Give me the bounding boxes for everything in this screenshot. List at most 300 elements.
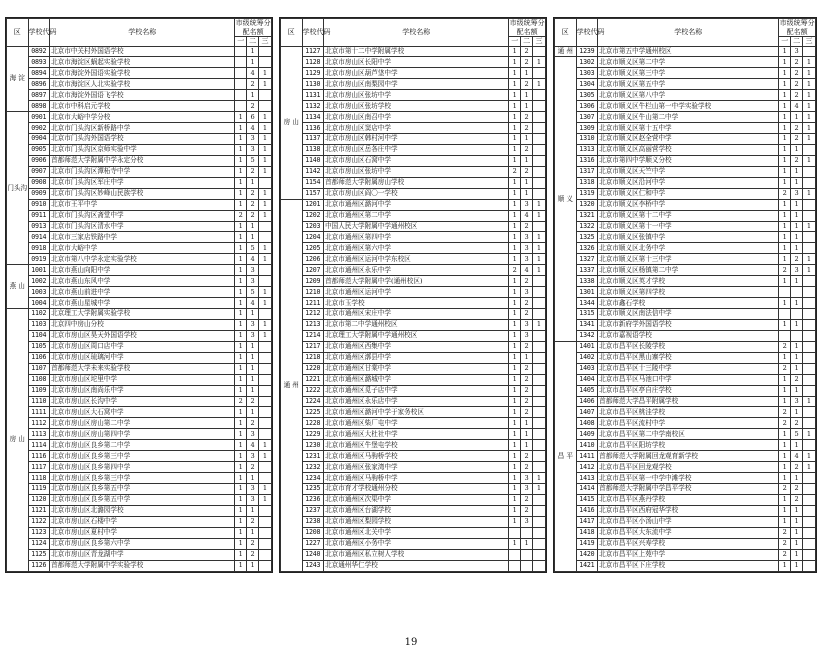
table-row <box>281 144 546 155</box>
table-row <box>281 232 546 243</box>
quota-value <box>259 177 272 188</box>
quota-table-right <box>553 17 817 573</box>
quota-value: 2 <box>521 46 533 57</box>
quota-value: 1 <box>247 90 259 101</box>
school-code: 1205 <box>302 243 324 254</box>
quota-value <box>803 287 816 298</box>
school-code: 1306 <box>576 101 598 112</box>
quota-value: 2 <box>509 166 521 177</box>
school-code: 1316 <box>576 155 598 166</box>
quota-value: 2 <box>247 79 259 90</box>
header-quota-tier: 三 <box>259 37 272 47</box>
table-row <box>7 177 272 188</box>
quota-value <box>533 188 546 199</box>
quota-value: 1 <box>791 210 803 221</box>
table-row <box>7 549 272 560</box>
table-row <box>7 407 272 418</box>
table-row <box>7 254 272 265</box>
quota-value: 3 <box>521 243 533 254</box>
quota-value: 1 <box>235 188 247 199</box>
quota-value: 1 <box>803 112 816 123</box>
table-row <box>555 298 816 309</box>
school-code: 1217 <box>302 341 324 352</box>
header-code: 学校代码 <box>28 19 50 47</box>
district-cell: 房 山 <box>281 46 303 199</box>
header-quota-tier: 三 <box>533 37 546 47</box>
quota-value <box>259 549 272 560</box>
quota-value <box>533 538 546 549</box>
school-name: 首都师范大学附属中学昌平学校 <box>598 484 779 495</box>
quota-value: 1 <box>533 319 546 330</box>
header-area: 区 <box>555 19 577 47</box>
school-name: 北京市昌平区回龙观学校 <box>598 462 779 473</box>
quota-value: 1 <box>509 407 521 418</box>
quota-value: 1 <box>509 199 521 210</box>
school-name: 北京市昌平区西府冠华学校 <box>598 505 779 516</box>
district-cell: 燕 山 <box>7 265 29 309</box>
school-code: 1001 <box>28 265 50 276</box>
quota-value: 2 <box>791 462 803 473</box>
quota-value: 4 <box>791 101 803 112</box>
quota-value: 3 <box>247 276 259 287</box>
school-code: 1406 <box>576 396 598 407</box>
district-cell: 通 州 <box>555 46 577 57</box>
quota-value: 3 <box>791 188 803 199</box>
table-row <box>7 243 272 254</box>
quota-value: 3 <box>521 516 533 527</box>
school-name: 北京市通州区马驹桥学校 <box>324 451 509 462</box>
school-name: 北京市顺义区仁和中学 <box>598 188 779 199</box>
quota-value: 1 <box>509 144 521 155</box>
header-quota-tier: 二 <box>247 37 259 47</box>
quota-value: 1 <box>247 527 259 538</box>
quota-value: 4 <box>791 451 803 462</box>
table-row <box>7 560 272 571</box>
table-row <box>281 265 546 276</box>
header-name: 学校名称 <box>324 19 509 47</box>
school-code: 1404 <box>576 374 598 385</box>
school-code: 1131 <box>302 90 324 101</box>
table-row <box>7 538 272 549</box>
quota-value <box>259 101 272 112</box>
quota-value: 1 <box>235 473 247 484</box>
quota-value: 1 <box>235 407 247 418</box>
quota-value <box>235 68 247 79</box>
school-name: 北京市昌平区大东流中学 <box>598 527 779 538</box>
school-name: 北京市通州区西集中学 <box>324 341 509 352</box>
quota-value: 1 <box>247 473 259 484</box>
quota-value: 3 <box>521 287 533 298</box>
school-name: 北京市昌平区流村中学 <box>598 418 779 429</box>
quota-value: 1 <box>803 57 816 68</box>
school-name: 北京市第二中学通州校区 <box>324 319 509 330</box>
school-code: 1003 <box>28 287 50 298</box>
quota-value: 1 <box>259 166 272 177</box>
quota-value <box>803 418 816 429</box>
school-name: 北京市通州区永乐店中学 <box>324 396 509 407</box>
school-code: 1327 <box>576 254 598 265</box>
quota-value <box>259 341 272 352</box>
quota-value: 2 <box>509 265 521 276</box>
school-name: 北京市中科启元学校 <box>50 101 235 112</box>
quota-value: 1 <box>235 352 247 363</box>
quota-value: 2 <box>247 549 259 560</box>
school-name: 首都师范大学附属中学实验学校 <box>50 560 235 571</box>
school-code: 1201 <box>302 199 324 210</box>
school-name: 北京市房山区昊天外国语学校 <box>50 330 235 341</box>
school-code: 1113 <box>28 429 50 440</box>
quota-value: 1 <box>791 341 803 352</box>
table-row <box>281 462 546 473</box>
quota-value <box>533 429 546 440</box>
table-row <box>555 418 816 429</box>
table-row <box>7 385 272 396</box>
quota-value: 2 <box>235 210 247 221</box>
school-name: 北京市通州区北关中学 <box>324 527 509 538</box>
school-code: 1140 <box>302 155 324 166</box>
school-name: 北京市房山区石楼中学 <box>50 516 235 527</box>
table-row <box>7 101 272 112</box>
quota-value <box>259 90 272 101</box>
school-code: 0909 <box>28 188 50 199</box>
table-row <box>281 254 546 265</box>
school-code: 1408 <box>576 418 598 429</box>
table-row <box>7 57 272 68</box>
school-code: 1114 <box>28 440 50 451</box>
quota-value: 1 <box>235 462 247 473</box>
quota-value: 1 <box>779 396 791 407</box>
quota-value <box>803 407 816 418</box>
quota-value <box>533 462 546 473</box>
table-row <box>7 144 272 155</box>
quota-value: 1 <box>791 527 803 538</box>
quota-value: 1 <box>521 90 533 101</box>
quota-value: 1 <box>247 57 259 68</box>
quota-value: 1 <box>779 221 791 232</box>
school-name: 北京市中关村外国语学校 <box>50 46 235 57</box>
school-name: 北京市通州区潞河中学 <box>324 199 509 210</box>
quota-value: 2 <box>521 374 533 385</box>
school-name: 北京市房山区张坊中学 <box>324 166 509 177</box>
school-code: 1212 <box>302 309 324 320</box>
table-row <box>281 451 546 462</box>
table-row <box>281 549 546 560</box>
school-code: 1137 <box>302 134 324 145</box>
table-row <box>555 112 816 123</box>
quota-value: 1 <box>779 199 791 210</box>
quota-value: 1 <box>791 221 803 232</box>
school-name: 北京理工大学附属中学通州校区 <box>324 330 509 341</box>
header-code: 学校代码 <box>302 19 324 47</box>
header-row <box>281 19 546 37</box>
quota-value: 2 <box>521 298 533 309</box>
quota-value: 1 <box>235 112 247 123</box>
quota-value: 1 <box>803 429 816 440</box>
header-row <box>7 19 272 37</box>
quota-table-middle <box>279 17 547 573</box>
quota-value: 3 <box>247 319 259 330</box>
quota-value: 2 <box>791 90 803 101</box>
quota-value <box>803 527 816 538</box>
table-row <box>7 46 272 57</box>
school-name: 北京市房山区葫芦垡中学 <box>324 68 509 79</box>
school-name: 北京市顺义区天竺中学 <box>598 166 779 177</box>
quota-value: 1 <box>779 298 791 309</box>
quota-value: 1 <box>259 243 272 254</box>
table-row <box>555 484 816 495</box>
school-name: 北京市昌平区阳坊学校 <box>598 440 779 451</box>
school-code: 0914 <box>28 232 50 243</box>
school-name: 北京市通州区潞城中学 <box>324 374 509 385</box>
quota-value: 1 <box>247 407 259 418</box>
quota-value <box>259 560 272 571</box>
quota-value: 1 <box>509 352 521 363</box>
quota-value <box>533 123 546 134</box>
school-name: 北京市顺义区李桥中学 <box>598 199 779 210</box>
school-name: 北京理工大学附属实验学校 <box>50 309 235 320</box>
school-code: 0910 <box>28 199 50 210</box>
quota-value: 2 <box>779 188 791 199</box>
quota-value <box>533 287 546 298</box>
quota-value: 1 <box>533 79 546 90</box>
school-code: 1209 <box>302 276 324 287</box>
school-name: 北京市顺义区英才学校 <box>598 276 779 287</box>
quota-value: 3 <box>247 451 259 462</box>
school-name: 北京市顺义区第四学校 <box>598 287 779 298</box>
school-code: 1337 <box>576 265 598 276</box>
quota-value: 1 <box>509 363 521 374</box>
quota-value: 2 <box>779 538 791 549</box>
table-row <box>555 330 816 341</box>
quota-value: 2 <box>779 341 791 352</box>
school-code: 1128 <box>302 57 324 68</box>
school-name: 北京市通州区台湖学校 <box>324 505 509 516</box>
quota-value: 2 <box>779 484 791 495</box>
school-name: 北京市通州区宋庄中学 <box>324 309 509 320</box>
quota-value <box>259 473 272 484</box>
quota-value: 1 <box>259 68 272 79</box>
school-code: 1236 <box>302 494 324 505</box>
school-name: 北京市顺义区第五中学 <box>598 79 779 90</box>
quota-value: 1 <box>791 166 803 177</box>
table-row <box>281 440 546 451</box>
quota-value: 1 <box>803 155 816 166</box>
quota-value <box>803 177 816 188</box>
quota-value <box>803 440 816 451</box>
table-row <box>555 396 816 407</box>
table-row <box>555 505 816 516</box>
quota-value: 1 <box>779 144 791 155</box>
table-row <box>281 90 546 101</box>
table-row <box>555 199 816 210</box>
quota-value <box>803 319 816 330</box>
quota-value: 2 <box>521 221 533 232</box>
quota-value: 2 <box>521 57 533 68</box>
table-row <box>555 155 816 166</box>
quota-value <box>803 549 816 560</box>
quota-value: 1 <box>533 210 546 221</box>
school-code: 1419 <box>576 538 598 549</box>
school-name: 北京市房山区大石窝中学 <box>50 407 235 418</box>
table-row <box>7 265 272 276</box>
table-row <box>281 166 546 177</box>
quota-value: 2 <box>521 385 533 396</box>
school-code: 1243 <box>302 560 324 571</box>
quota-value <box>791 309 803 320</box>
quota-value: 2 <box>791 374 803 385</box>
quota-value: 3 <box>521 254 533 265</box>
quota-value: 1 <box>247 385 259 396</box>
school-code: 1129 <box>302 68 324 79</box>
school-name: 北京市王平中学 <box>50 199 235 210</box>
school-code: 1239 <box>576 46 598 57</box>
quota-value: 1 <box>791 112 803 123</box>
table-row <box>281 287 546 298</box>
school-name: 北京市顺义区第十三中学 <box>598 254 779 265</box>
quota-value: 1 <box>779 385 791 396</box>
header-quota-tier: 二 <box>791 37 803 47</box>
quota-value: 1 <box>791 407 803 418</box>
school-code: 1126 <box>28 560 50 571</box>
school-name: 北京市顺义区张镇中学 <box>598 232 779 243</box>
school-code: 1313 <box>576 144 598 155</box>
table-row <box>7 298 272 309</box>
quota-value: 1 <box>247 363 259 374</box>
school-code: 1421 <box>576 560 598 571</box>
quota-value <box>533 418 546 429</box>
quota-value <box>533 451 546 462</box>
table-row <box>7 429 272 440</box>
table-row <box>555 68 816 79</box>
school-name: 北京市通州区觅子店中学 <box>324 385 509 396</box>
quota-value: 1 <box>803 188 816 199</box>
table-row <box>7 505 272 516</box>
quota-value: 1 <box>509 330 521 341</box>
quota-value: 1 <box>521 538 533 549</box>
school-code: 1154 <box>302 177 324 188</box>
quota-value: 1 <box>247 374 259 385</box>
school-code: 1230 <box>302 440 324 451</box>
quota-value <box>521 549 533 560</box>
quota-value: 2 <box>521 407 533 418</box>
quota-value: 1 <box>235 232 247 243</box>
quota-value: 2 <box>247 188 259 199</box>
quota-value: 2 <box>247 418 259 429</box>
quota-value: 1 <box>247 352 259 363</box>
school-name: 北京市房山区窦店中学 <box>324 123 509 134</box>
quota-value: 1 <box>779 451 791 462</box>
school-code: 1417 <box>576 516 598 527</box>
quota-value: 1 <box>791 276 803 287</box>
school-name: 北京市通州区潞河中学于家务校区 <box>324 407 509 418</box>
quota-value: 4 <box>521 210 533 221</box>
quota-value: 1 <box>521 68 533 79</box>
school-name: 北京市房山区夏村中学 <box>50 527 235 538</box>
table-row <box>281 112 546 123</box>
quota-value: 2 <box>521 505 533 516</box>
header-quota: 市级统筹分配名额 <box>779 19 815 36</box>
quota-value: 1 <box>779 68 791 79</box>
header-name: 学校名称 <box>50 19 235 47</box>
quota-value <box>509 560 521 571</box>
header-area: 区 <box>281 19 303 47</box>
quota-value: 1 <box>779 462 791 473</box>
quota-value: 1 <box>779 155 791 166</box>
school-name: 北京市昌平区第二中学南校区 <box>598 429 779 440</box>
school-code: 1321 <box>576 210 598 221</box>
table-row <box>281 374 546 385</box>
school-code: 1222 <box>302 385 324 396</box>
quota-value: 1 <box>509 254 521 265</box>
quota-value: 5 <box>247 155 259 166</box>
school-code: 1117 <box>28 462 50 473</box>
quota-value: 1 <box>235 177 247 188</box>
quota-value: 1 <box>247 221 259 232</box>
school-code: 1409 <box>576 429 598 440</box>
school-code: 1231 <box>302 451 324 462</box>
school-code: 1119 <box>28 484 50 495</box>
quota-value: 1 <box>509 101 521 112</box>
school-name: 北京市房山区南召中学 <box>324 112 509 123</box>
school-name: 北京市顺义区第十二中学 <box>598 210 779 221</box>
quota-value <box>259 276 272 287</box>
quota-value: 1 <box>521 134 533 145</box>
quota-value: 1 <box>803 221 816 232</box>
school-name: 北京市通州区马驹桥中学 <box>324 473 509 484</box>
table-row <box>555 265 816 276</box>
school-code: 0905 <box>28 144 50 155</box>
school-code: 1102 <box>28 309 50 320</box>
quota-value: 2 <box>521 451 533 462</box>
quota-value: 1 <box>791 440 803 451</box>
school-name: 北京市昌平区十三陵中学 <box>598 363 779 374</box>
table-row <box>555 440 816 451</box>
quota-value: 1 <box>235 254 247 265</box>
quota-value <box>533 527 546 538</box>
header-code: 学校代码 <box>576 19 598 47</box>
quota-value <box>803 473 816 484</box>
school-name: 北京市房山区琉璃河中学 <box>50 352 235 363</box>
quota-value <box>533 352 546 363</box>
school-code: 0897 <box>28 90 50 101</box>
school-code: 1206 <box>302 254 324 265</box>
quota-value <box>803 484 816 495</box>
table-row <box>281 276 546 287</box>
quota-value: 1 <box>235 243 247 254</box>
school-name: 北京市门头沟区斋堂中学 <box>50 210 235 221</box>
school-code: 1411 <box>576 451 598 462</box>
table-row <box>281 484 546 495</box>
quota-value: 2 <box>779 363 791 374</box>
quota-value: 2 <box>247 516 259 527</box>
quota-value: 2 <box>791 484 803 495</box>
quota-value: 2 <box>791 68 803 79</box>
quota-value <box>521 527 533 538</box>
header-area: 区 <box>7 19 29 47</box>
quota-value <box>259 57 272 68</box>
school-name: 首都师范大学附属中学永定分校 <box>50 155 235 166</box>
table-row <box>555 352 816 363</box>
quota-value: 2 <box>521 112 533 123</box>
school-code: 0896 <box>28 79 50 90</box>
quota-value <box>803 385 816 396</box>
school-code: 1317 <box>576 166 598 177</box>
quota-value: 1 <box>235 144 247 155</box>
quota-value: 1 <box>259 199 272 210</box>
school-code: 1405 <box>576 385 598 396</box>
quota-value: 1 <box>509 298 521 309</box>
school-code: 1208 <box>302 527 324 538</box>
